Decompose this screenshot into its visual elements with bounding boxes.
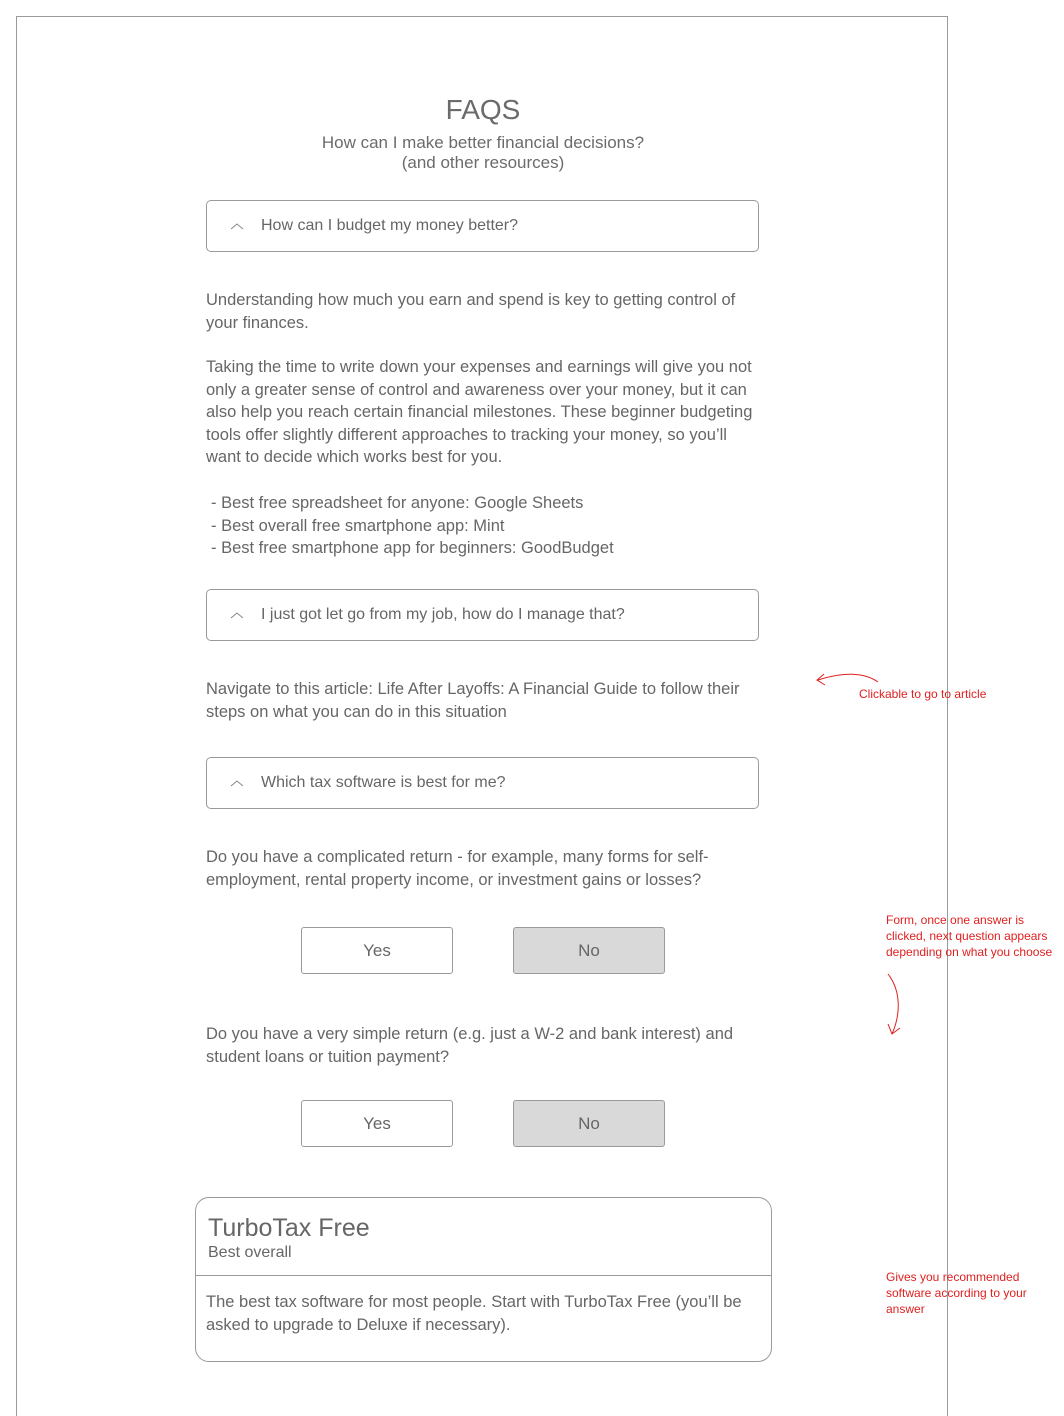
annotation-line: answer — [886, 1302, 925, 1316]
page-subtitle — [0, 133, 966, 173]
annotation-line: Gives you recommended — [886, 1270, 1020, 1284]
no-button[interactable]: No — [513, 1100, 665, 1147]
list-item: - Best overall free smartphone app: Mint — [211, 516, 505, 535]
arrow-down-icon — [880, 970, 910, 1040]
faq-question-label: Which tax software is best for me? — [261, 774, 506, 791]
annotation-result — [886, 1269, 1027, 1317]
recommendation-title: TurboTax Free — [208, 1214, 370, 1242]
faq-answer-budget — [206, 289, 766, 334]
faq-answer-budget-detail — [206, 356, 762, 469]
faq-question-tax-software[interactable] — [206, 757, 759, 809]
annotation-form — [886, 912, 1052, 960]
article-link-text: Navigate to this article: Life After Layoffs: A Financial Guide to follow their steps on what you can do in this situation — [206, 680, 740, 721]
annotation-article: Clickable to go to article — [859, 687, 987, 701]
faq-question-label: How can I budget my money better? — [261, 217, 519, 234]
budget-tools-list — [211, 492, 771, 560]
faq-question-layoff[interactable] — [206, 589, 759, 641]
faq-question-budget[interactable] — [206, 200, 759, 252]
recommendation-card — [195, 1197, 772, 1362]
page-title: FAQS — [445, 94, 521, 125]
yes-button[interactable]: Yes — [301, 1100, 453, 1147]
annotation-line: Form, once one answer is — [886, 913, 1025, 927]
form-question-text: Do you have a very simple return (e.g. just a W-2 and bank interest) and student loans or tuition payment? — [206, 1025, 734, 1066]
chevron-up-icon — [230, 220, 244, 234]
annotation-line: software according to your — [886, 1286, 1027, 1300]
no-button[interactable]: No — [513, 927, 665, 974]
list-item: - Best free spreadsheet for anyone: Google Sheets — [211, 494, 584, 512]
article-link[interactable] — [206, 678, 768, 723]
recommendation-header — [196, 1198, 771, 1276]
form-question-2 — [206, 1023, 766, 1068]
recommendation-subtitle: Best overall — [208, 1244, 292, 1261]
annotation-line: clicked, next question appears — [886, 929, 1048, 943]
chevron-up-icon — [230, 609, 244, 623]
list-item: - Best free smartphone app for beginners: GoodBudget — [211, 539, 614, 557]
chevron-up-icon — [230, 777, 244, 791]
answer-paragraph: Understanding how much you earn and spend is key to getting control of your finances. — [206, 291, 736, 332]
faq-question-label: I just got let go from my job, how do I manage that? — [261, 606, 625, 623]
answer-paragraph: Taking the time to write down your expenses and earnings will give you not only a greater sense of control and awareness over your money, but it can also help you reach certain financial milestones. These beginner budgeting tools offer slightly different approaches to tracking your money, so you’ll want to decide which works best for you. — [206, 358, 753, 466]
form-question-1 — [206, 846, 766, 891]
annotation-line: depending on what you choose — [886, 945, 1053, 959]
subtitle-line-1: How can I make better financial decisions? — [321, 133, 645, 152]
form-question-text: Do you have a complicated return - for example, many forms for self-employment, rental property income, or investment gains or losses? — [206, 848, 709, 889]
subtitle-line-2: (and other resources) — [401, 153, 565, 172]
recommendation-description: The best tax software for most people. Start with TurboTax Free (you’ll be asked to upgrade to Deluxe if necessary). — [206, 1293, 742, 1334]
yes-button[interactable]: Yes — [301, 927, 453, 974]
